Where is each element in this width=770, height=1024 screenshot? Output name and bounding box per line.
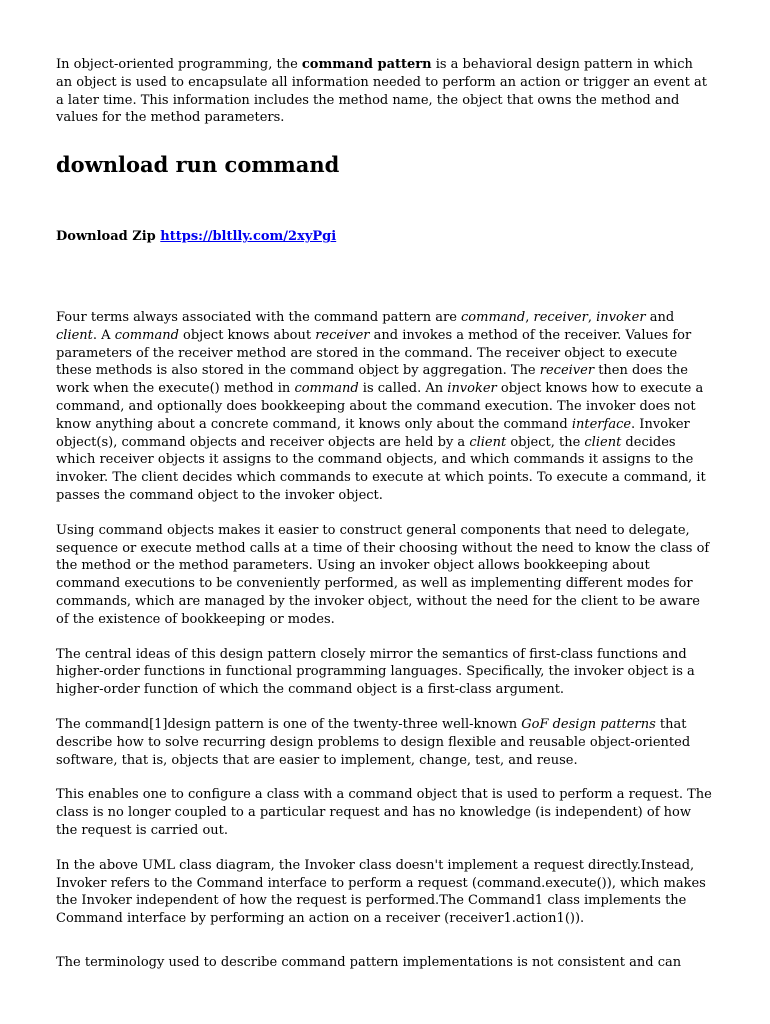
command-objects-paragraph: Using command objects makes it easier to construct general components that need to delegate, sequence or execute method calls at a time of their choosing without the need to know the class of the method or the method parameters. Using an invoker object allows bookkeeping about command executions to be conveniently performed, as well as implementing different modes for commands, which are managed by the invoker object, without the need for the client to be aware of the existence of bookkeeping or modes. [56, 522, 710, 627]
terminology-paragraph: The terminology used to describe command pattern implementations is not consistent and can [56, 954, 682, 970]
download-line [56, 228, 712, 246]
terms-paragraph: Four terms always associated with the command pattern are command, receiver, invoker and client. A command object knows about receiver and invokes a method of the receiver. Values for parameters of the receiver method are stored in the command. The receiver object to execute these methods is also stored in the command object by aggregation. The receiver then does the work when the execute() method in command is called. An invoker object knows how to execute a command, and optionally does bookkeeping about the command execution. The invoker does not know anything about a concrete command, it knows only about the command interface. Invoker object(s), command objects and receiver objects are held by a client object, the client decides which receiver objects it assigns to the command objects, and which commands it assigns to the invoker. The client decides which commands to execute at which points. To execute a command, it passes the command object to the invoker object. [56, 309, 706, 503]
intro-text: In object-oriented programming, the [56, 57, 302, 72]
uml-paragraph: In the above UML class diagram, the Invoker class doesn't implement a request directly.Instead, Invoker refers to the Command interface to perform a request (command.execute()), which makes the Invoker independent of how the request is performed.The Command1 class implements the Command interface by performing an action on a receiver (receiver1.action1()). [56, 857, 706, 927]
page-heading: download run command [56, 152, 340, 178]
intro-paragraph [56, 56, 712, 127]
central-ideas-paragraph: The central ideas of this design pattern closely mirror the semantics of first-class functions and higher-order functions in functional programming languages. Specifically, the invoker object is a higher-order function of which the command object is a first-class argument. [56, 646, 695, 698]
configure-class-paragraph: This enables one to configure a class with a command object that is used to perform a request. The class is no longer coupled to a particular request and has no knowledge (is independent) of how the request is carried out. [56, 787, 712, 838]
intro-bold-term: command pattern [301, 57, 432, 72]
gof-paragraph: The command[1]design pattern is one of the twenty-three well-known GoF design patterns that describe how to solve recurring design problems to design flexible and reusable object-oriented software, that is, objects that are easier to implement, change, test, and reuse. [56, 716, 691, 768]
download-link[interactable]: https://bltlly.com/2xyPgi [160, 229, 337, 245]
intro-text-continued: is a behavioral design pattern in which an object is used to encapsulate all information needed to perform an action or trigger an event at a later time. This information includes the method name, the object that owns the method and values for the method parameters. [56, 57, 707, 126]
download-label: Download Zip [56, 229, 156, 245]
